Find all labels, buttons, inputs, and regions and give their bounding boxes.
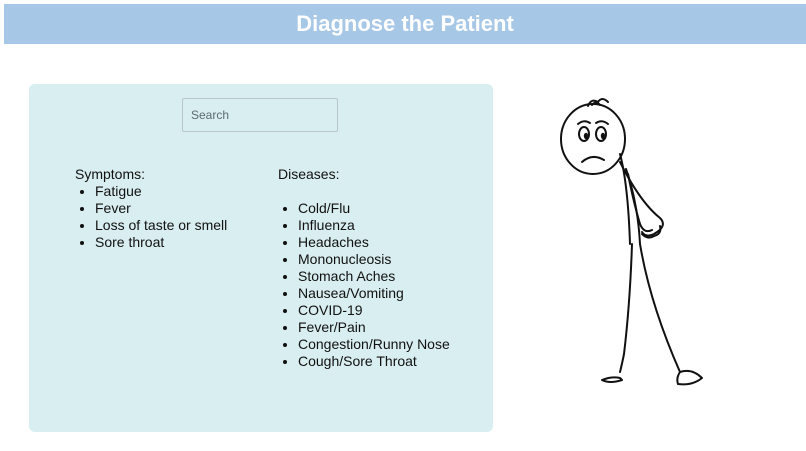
symptoms-list [75,183,227,251]
disease-item[interactable]: • Mononucleosis [298,251,450,268]
diagnosis-panel [29,84,493,432]
disease-item[interactable]: • Nausea/Vomiting [298,285,450,302]
diseases-list [278,200,450,370]
disease-item[interactable]: • COVID-19 [298,302,450,319]
sick-stick-figure-icon [548,94,718,394]
page-title: Diagnose the Patient [296,11,514,36]
diseases-section [278,166,450,370]
symptom-item[interactable]: • Fatigue [95,183,227,200]
disease-item[interactable]: • Stomach Aches [298,268,450,285]
disease-item[interactable]: • Influenza [298,217,450,234]
diseases-title: Diseases: [278,166,340,182]
symptom-item[interactable]: • Fever [95,200,227,217]
disease-item[interactable]: • Headaches [298,234,450,251]
page-header [4,4,806,44]
symptom-item[interactable]: • Sore throat [95,234,227,251]
search-input[interactable] [182,98,338,132]
symptom-item[interactable]: • Loss of taste or smell [95,217,227,234]
disease-item[interactable]: • Cough/Sore Throat [298,353,450,370]
disease-item[interactable]: • Fever/Pain [298,319,450,336]
symptoms-section [75,166,227,251]
disease-item[interactable]: • Congestion/Runny Nose [298,336,450,353]
disease-item[interactable]: • Cold/Flu [298,200,450,217]
symptoms-title: Symptoms: [75,166,146,182]
